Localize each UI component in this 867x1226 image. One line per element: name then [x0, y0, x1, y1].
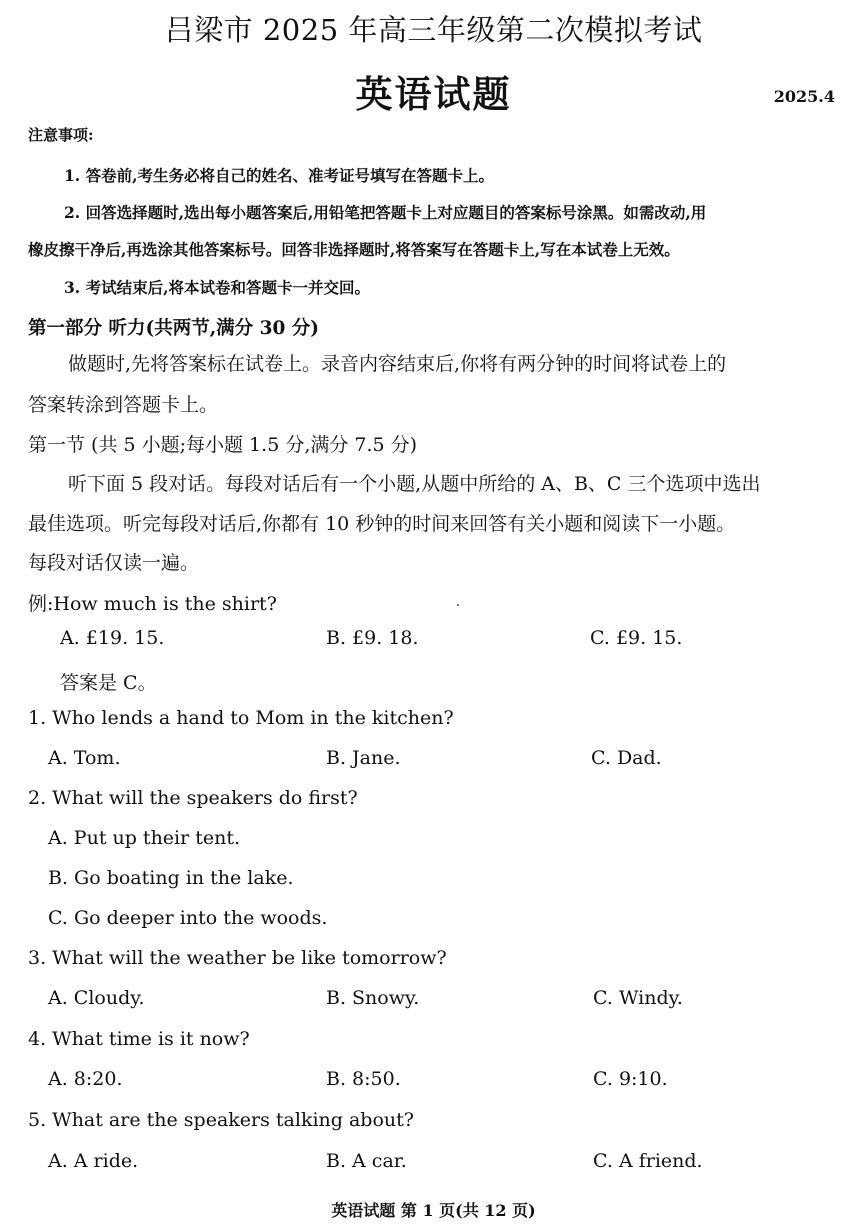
question-2-option-b: B. Go boating in the lake.: [48, 867, 294, 889]
notice-item-2-line-1: 2. 回答选择题时,选出每小题答案后,用铅笔把答题卡上对应题目的答案标号涂黑。如需改动,用: [64, 203, 707, 222]
scan-speck: [457, 604, 459, 606]
question-5: 5. What are the speakers talking about?: [28, 1109, 414, 1131]
question-1: 1. Who lends a hand to Mom in the kitchen?: [28, 707, 454, 729]
question-4-option-b: B. 8:50.: [326, 1068, 401, 1090]
example-option-b: B. £9. 18.: [326, 627, 419, 649]
question-1-option-a: A. Tom.: [48, 747, 121, 769]
example-option-a: A. £19. 15.: [60, 627, 165, 649]
question-1-option-b: B. Jane.: [326, 747, 401, 769]
exam-title: 吕梁市 2025 年高三年级第二次模拟考试: [164, 13, 703, 47]
question-2-option-a: A. Put up their tent.: [48, 827, 241, 849]
example-option-c: C. £9. 15.: [590, 627, 683, 649]
question-1-option-c: C. Dad.: [591, 747, 662, 769]
part1-heading: 第一部分 听力(共两节,满分 30 分): [28, 318, 320, 339]
question-5-option-a: A. A ride.: [48, 1150, 139, 1172]
example-question: 例:How much is the shirt?: [28, 593, 277, 615]
section1-intro-line-2: 最佳选项。听完每段对话后,你都有 10 秒钟的时间来回答有关小题和阅读下一小题。: [28, 513, 736, 535]
part1-intro-line-2: 答案转涂到答题卡上。: [28, 394, 219, 416]
part1-intro-line-1: 做题时,先将答案标在试卷上。录音内容结束后,你将有两分钟的时间将试卷上的: [68, 353, 727, 375]
notice-item-3: 3. 考试结束后,将本试卷和答题卡一并交回。: [64, 278, 370, 297]
question-5-option-c: C. A friend.: [593, 1150, 703, 1172]
exam-date: 2025.4: [773, 87, 835, 106]
question-3: 3. What will the weather be like tomorrow?: [28, 947, 447, 969]
section1-intro-line-1: 听下面 5 段对话。每段对话后有一个小题,从题中所给的 A、B、C 三个选项中选出: [68, 473, 761, 495]
notice-item-1: 1. 答卷前,考生务必将自己的姓名、准考证号填写在答题卡上。: [64, 166, 494, 185]
question-3-option-b: B. Snowy.: [326, 987, 420, 1009]
notice-item-2-line-2: 橡皮擦干净后,再选涂其他答案标号。回答非选择题时,将答案写在答题卡上,写在本试卷上无效。: [28, 240, 680, 259]
question-4-option-c: C. 9:10.: [593, 1068, 668, 1090]
example-answer: 答案是 C。: [60, 672, 157, 694]
subject-title: 英语试题: [355, 73, 512, 116]
page-footer: 英语试题 第 1 页(共 12 页): [331, 1201, 536, 1220]
question-2-option-c: C. Go deeper into the woods.: [48, 907, 328, 929]
question-4: 4. What time is it now?: [28, 1028, 250, 1050]
question-3-option-a: A. Cloudy.: [48, 987, 145, 1009]
question-3-option-c: C. Windy.: [593, 987, 683, 1009]
question-4-option-a: A. 8:20.: [48, 1068, 123, 1090]
question-2: 2. What will the speakers do first?: [28, 787, 358, 809]
section1-heading: 第一节 (共 5 小题;每小题 1.5 分,满分 7.5 分): [28, 434, 418, 456]
question-5-option-b: B. A car.: [326, 1150, 407, 1172]
section1-intro-line-3: 每段对话仅读一遍。: [28, 552, 200, 574]
notice-heading: 注意事项:: [28, 126, 94, 144]
